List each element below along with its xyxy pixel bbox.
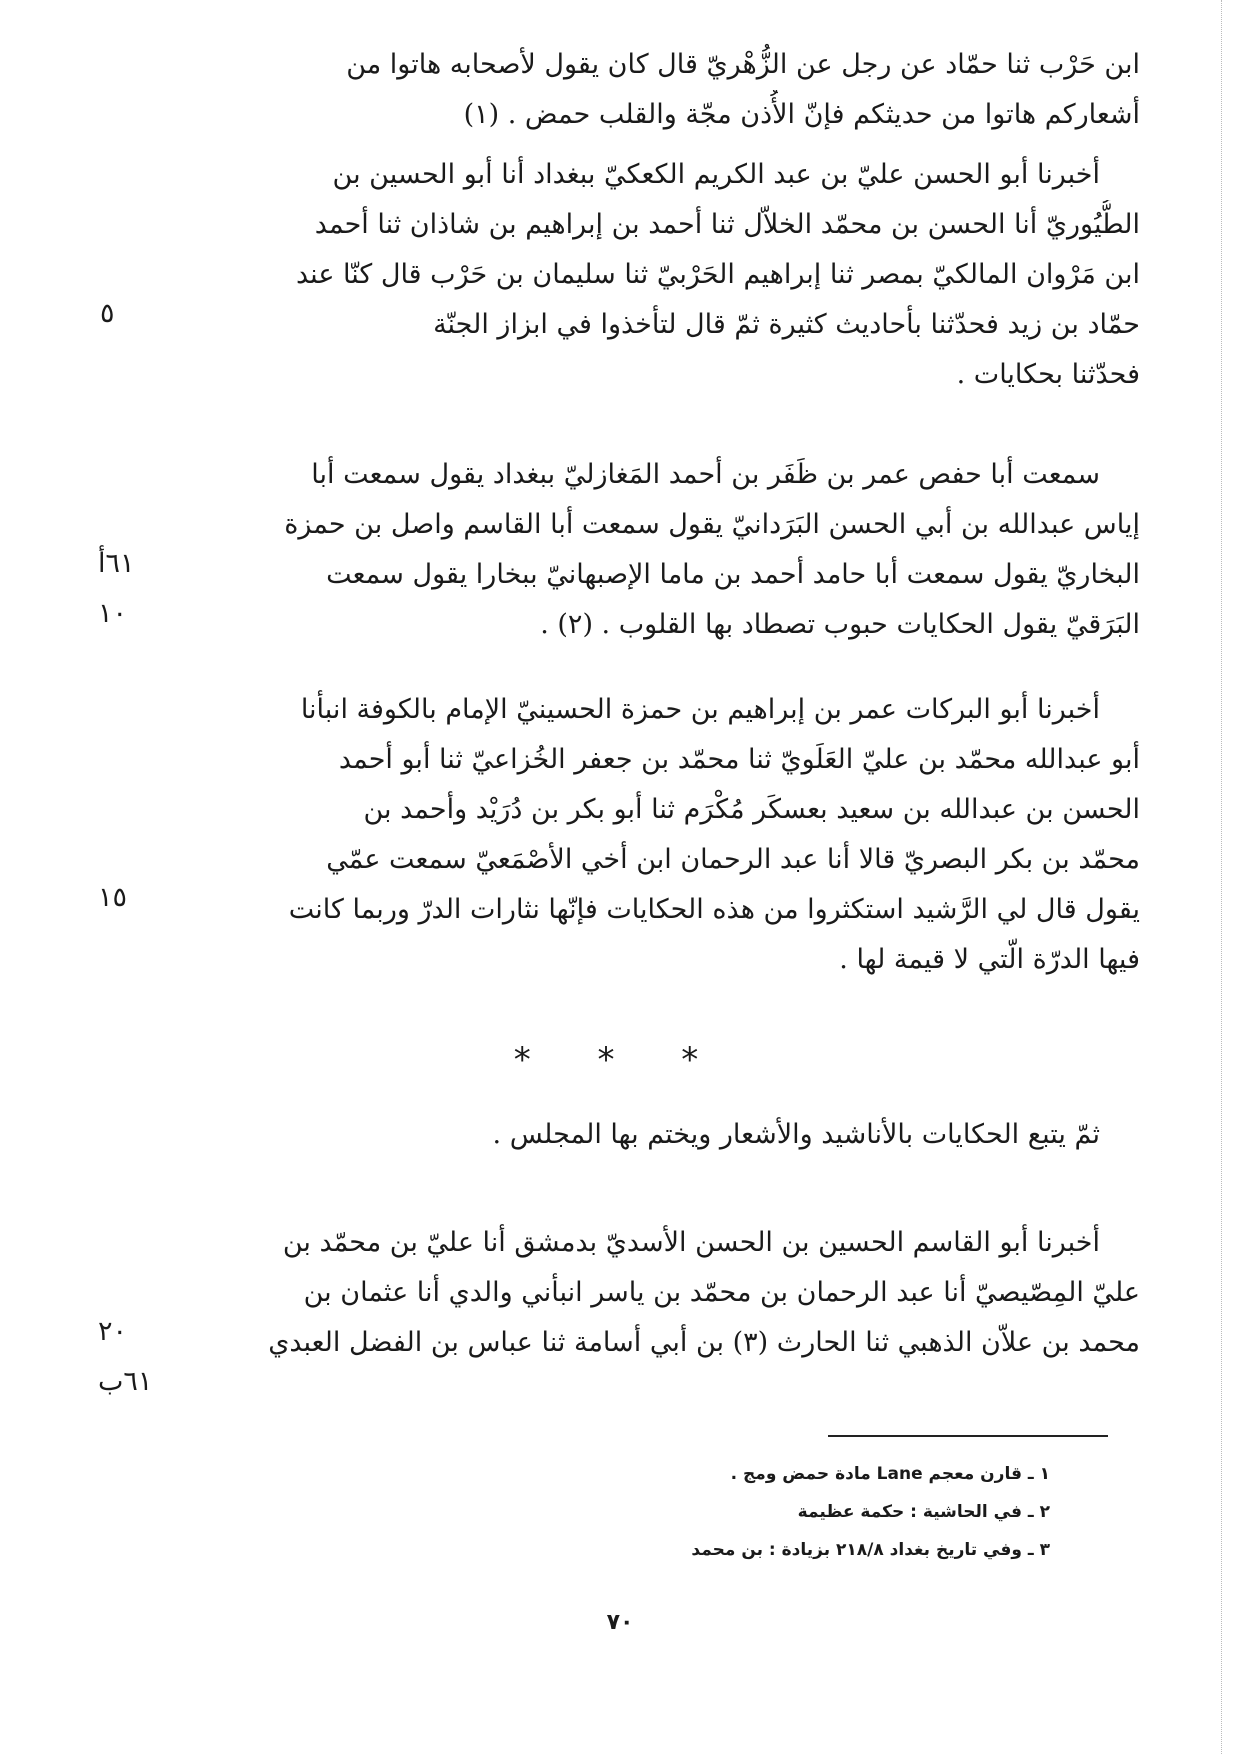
paragraph (140, 685, 1140, 985)
text-line: محمّد بن بكر البصريّ قالا أنا عبد الرحمان ابن أخي الأصْمَعيّ سمعت عمّي (326, 844, 1140, 875)
text-line: أخبرنا أبو البركات عمر بن إبراهيم بن حمزة الحسينيّ الإمام بالكوفة انبأنا (300, 694, 1100, 725)
text-line: عليّ المِصّيصيّ أنا عبد الرحمان بن محمّد بن ياسر انبأني والدي أنا عثمان بن (303, 1277, 1140, 1308)
paragraph (140, 1110, 1140, 1160)
text-line: حمّاد بن زيد فحدّثنا بأحاديث كثيرة ثمّ قال لتأخذوا في ابزاز الجنّة (433, 309, 1140, 340)
paragraph (140, 450, 1140, 650)
text-line: إياس عبدالله بن أبي الحسن البَرَدانيّ يقول سمعت أبا القاسم واصل بن حمزة (284, 509, 1140, 540)
scan-edge (1221, 0, 1222, 1754)
line-number: ٥ (100, 298, 115, 329)
footnotes (490, 1455, 1050, 1569)
text-line: ثمّ يتبع الحكايات بالأناشيد والأشعار ويختم بها المجلس . (492, 1119, 1100, 1150)
text-line: أخبرنا أبو الحسن عليّ بن عبد الكريم الكعكيّ ببغداد أنا أبو الحسين بن (332, 159, 1100, 190)
text-line: سمعت أبا حفص عمر بن ظَفَر بن أحمد المَغازليّ ببغداد يقول سمعت أبا (311, 459, 1100, 490)
folio-marker: ٦١ب (98, 1366, 153, 1397)
text-line: أخبرنا أبو القاسم الحسين بن الحسن الأسديّ بدمشق أنا عليّ بن محمّد بن (282, 1227, 1100, 1258)
text-line: البخاريّ يقول سمعت أبا حامد أحمد بن ماما الإصبهانيّ ببخارا يقول سمعت (326, 559, 1140, 590)
folio-marker: ٦١أ (98, 548, 135, 579)
text-line: يقول قال لي الرَّشيد استكثروا من هذه الحكايات فإنّها نثارات الدرّ وربما كانت (288, 894, 1140, 925)
text-line: محمد بن علاّن الذهبي ثنا الحارث (٣) بن أبي أسامة ثنا عباس بن الفضل العبدي (268, 1327, 1140, 1358)
footnote: ٣ ـ وفي تاريخ بغداد ٢١٨/٨ بزيادة : بن محمد (691, 1540, 1050, 1560)
footnote-divider (828, 1435, 1108, 1437)
text-line: الحسن بن عبدالله بن سعيد بعسكَر مُكْرَم ثنا أبو بكر بن دُرَيْد وأحمد بن (363, 794, 1140, 825)
text-line: أشعاركم هاتوا من حديثكم فإنّ الأُذن مجّة والقلب حمض . (١) (463, 99, 1140, 130)
paragraph (140, 1218, 1140, 1368)
footnote: ١ ـ قارن معجم Lane مادة حمض ومج . (730, 1464, 1050, 1484)
paragraph (140, 40, 1140, 140)
text-line: ابن مَرْوان المالكيّ بمصر ثنا إبراهيم الحَرْبيّ ثنا سليمان بن حَرْب قال كنّا عند (296, 259, 1140, 290)
paragraph (140, 150, 1140, 400)
text-line: فحدّثنا بحكايات . (956, 359, 1140, 390)
page-number: ٧٠ (606, 1610, 634, 1635)
text-line: ابن حَرْب ثنا حمّاد عن رجل عن الزُّهْريّ قال كان يقول لأصحابه هاتوا من (346, 49, 1140, 80)
line-number: ١٥ (98, 882, 128, 913)
line-number: ١٠ (98, 598, 128, 629)
text-line: البَرَقيّ يقول الحكايات حبوب تصطاد بها القلوب . (٢) . (540, 609, 1140, 640)
section-separator: * * * (513, 1040, 727, 1080)
text-line: الطُّيُوريّ أنا الحسن بن محمّد الخلاّل ثنا أحمد بن إبراهيم بن شاذان ثنا أحمد (314, 209, 1140, 240)
footnote: ٢ ـ في الحاشية : حكمة عظيمة (797, 1502, 1050, 1522)
line-number: ٢٠ (98, 1316, 128, 1347)
text-line: أبو عبدالله محمّد بن عليّ العَلَويّ ثنا محمّد بن جعفر الخُزاعيّ ثنا أبو أحمد (338, 744, 1140, 775)
text-line: فيها الدرّة الّتي لا قيمة لها . (839, 944, 1140, 975)
